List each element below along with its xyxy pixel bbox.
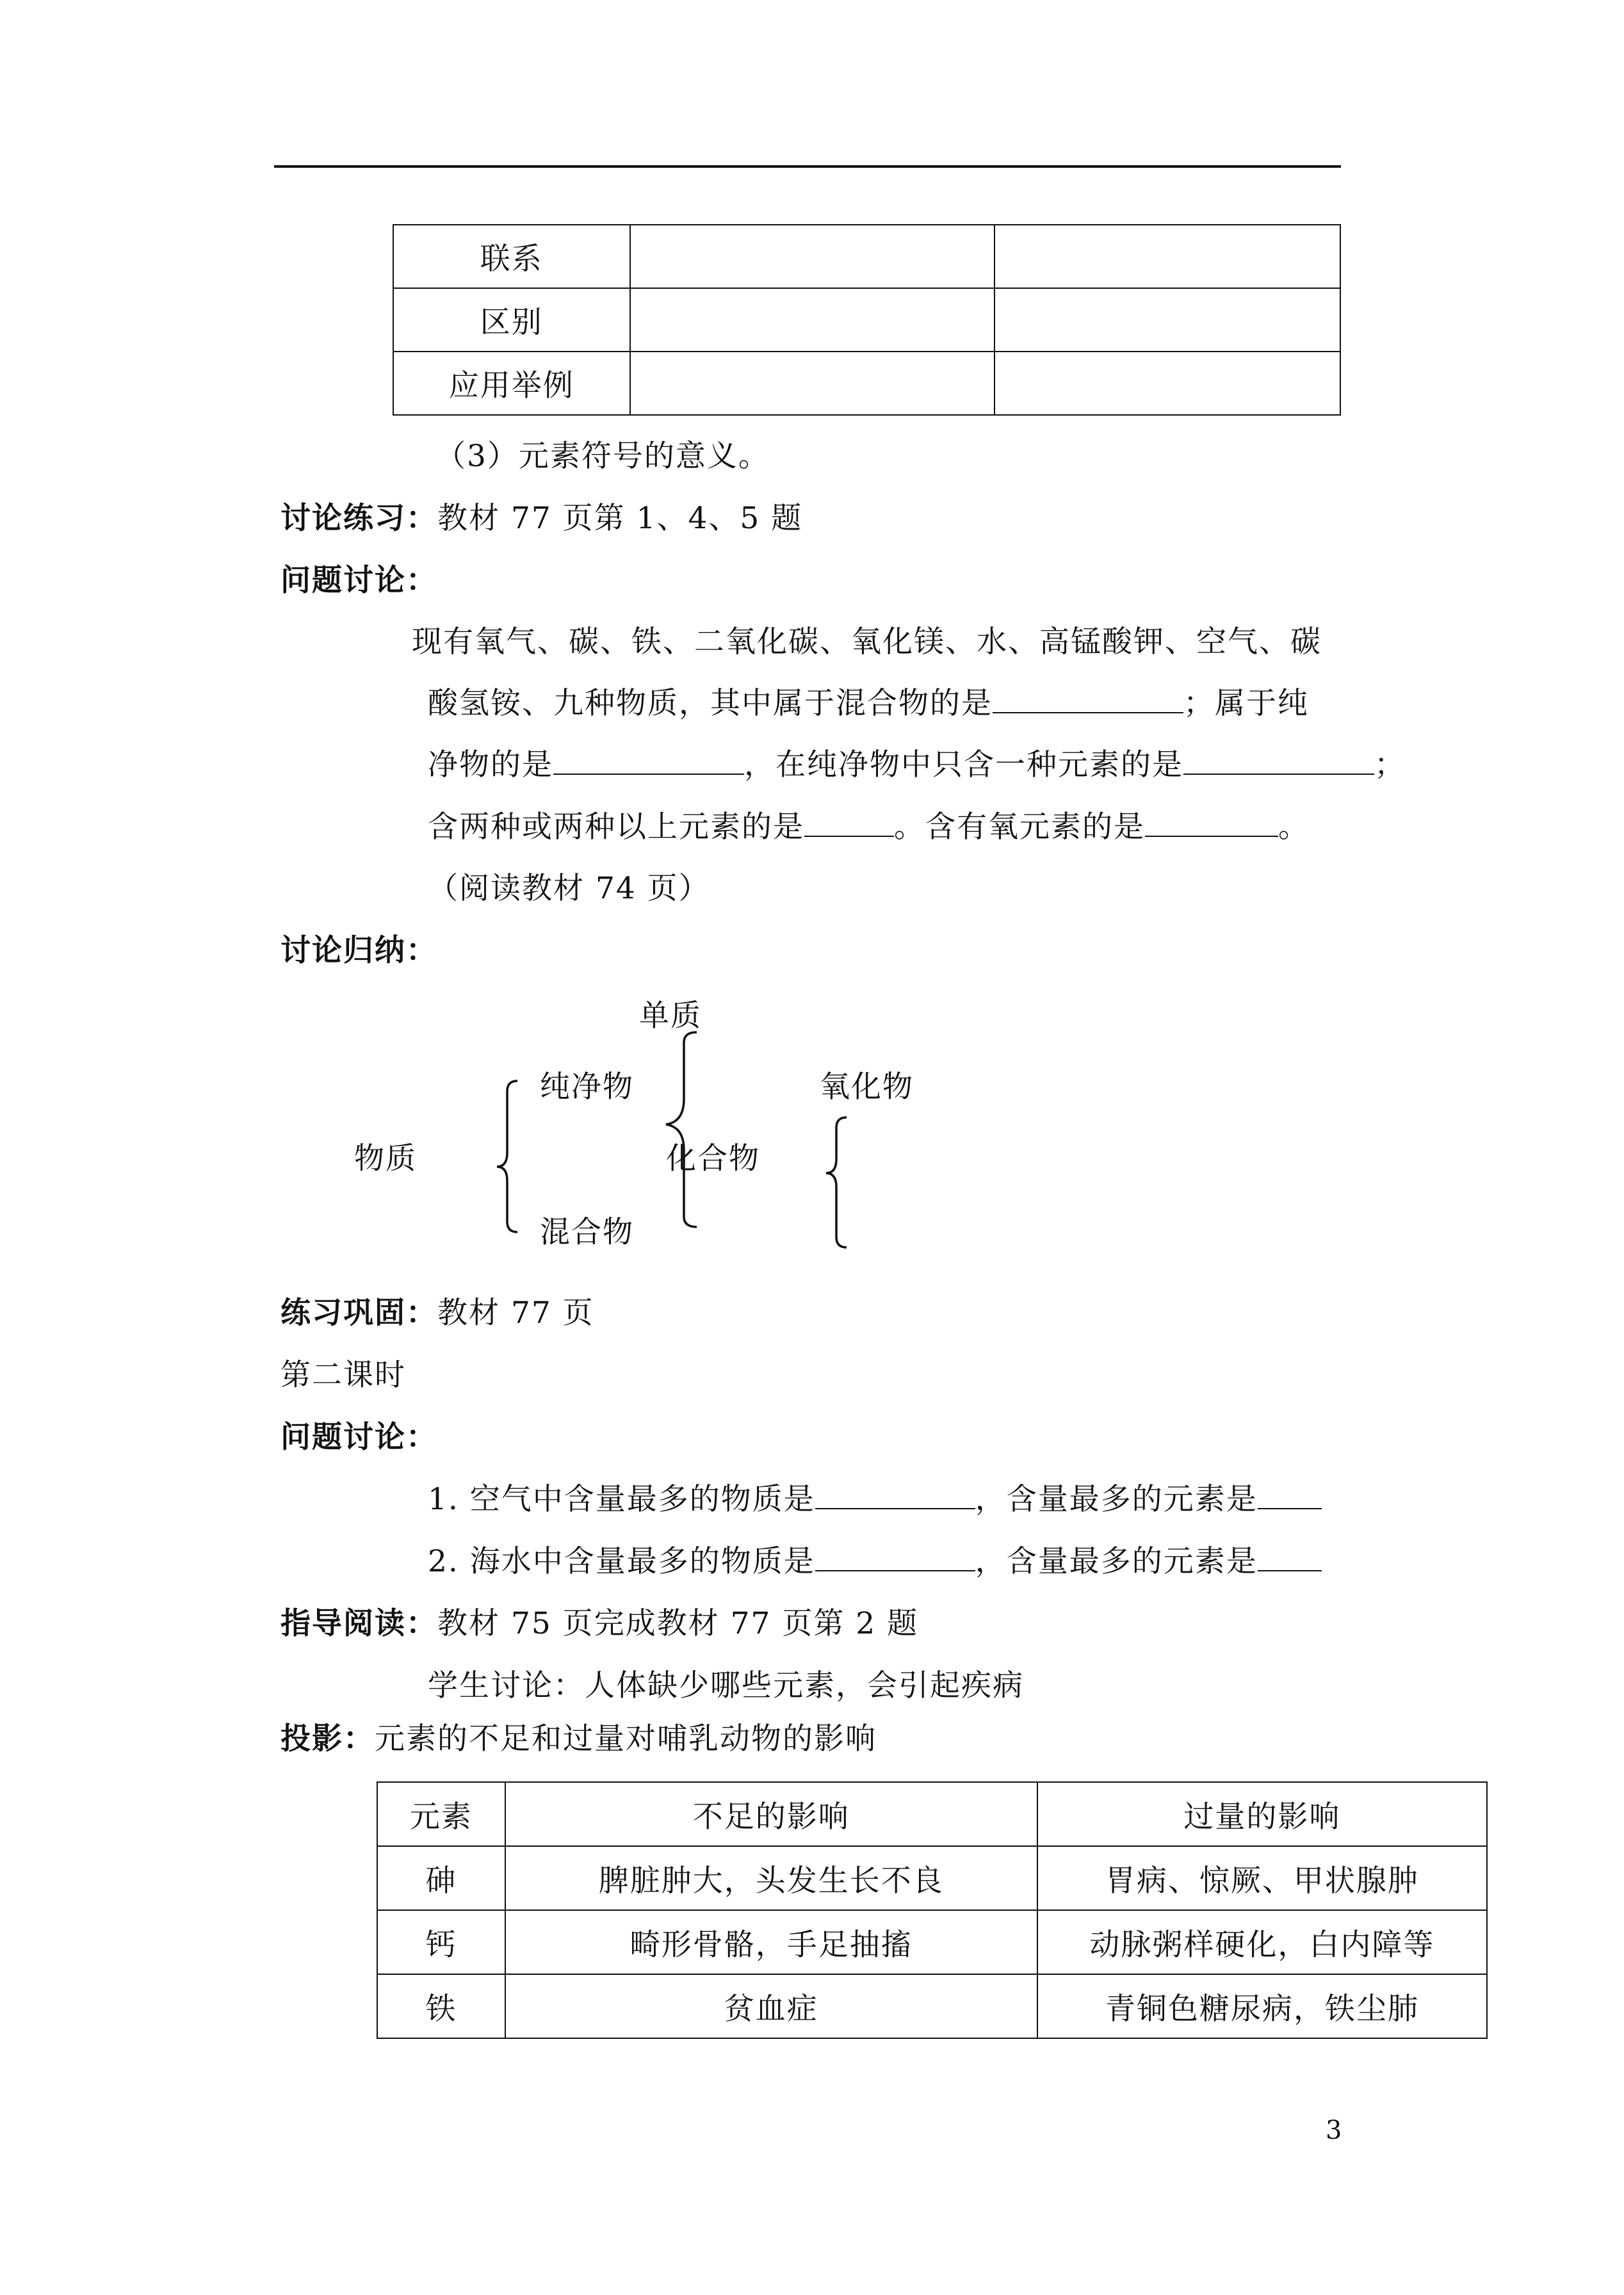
table-cell: 钙 — [377, 1910, 505, 1974]
diagram-label-compound: 化合物 — [666, 1141, 760, 1176]
section-heading: 讨论练习： — [280, 501, 437, 536]
text-fragment: 含两种或两种以上元素的是 — [428, 809, 804, 845]
section-text: 教材 77 页 — [437, 1295, 594, 1331]
text-fragment: ，在纯净物中只含一种元素的是 — [744, 747, 1183, 783]
text-fragment: ，含量最多的元素是 — [975, 1482, 1258, 1517]
question-line-1: 现有氧气、碳、铁、二氧化碳、氧化镁、水、高锰酸钾、空气、碳 — [412, 624, 1322, 660]
question-item-2 — [428, 1543, 1322, 1581]
column-header: 不足的影响 — [505, 1782, 1037, 1846]
brace-substance — [497, 1081, 517, 1232]
element-symbol-meaning-line: （3）元素符号的意义。 — [435, 439, 770, 474]
text-fragment: 1. 空气中含量最多的物质是 — [428, 1482, 815, 1517]
row-label: 区别 — [393, 288, 630, 352]
element-effects-table — [377, 1781, 1488, 2039]
question-item-1 — [428, 1480, 1322, 1519]
table-cell: 胃病、惊厥、甲状腺肿 — [1037, 1846, 1487, 1910]
section-heading: 问题讨论： — [280, 1420, 437, 1455]
text-fragment: 净物的是 — [428, 747, 553, 783]
practice-line — [280, 1294, 594, 1333]
table-cell: 铁 — [377, 1974, 505, 2038]
reading-note: （阅读教材 74 页） — [428, 871, 710, 906]
section-text: 元素的不足和过量对哺乳动物的影响 — [375, 1721, 877, 1756]
section-heading: 问题讨论： — [280, 563, 437, 598]
text-fragment: ，含量最多的元素是 — [975, 1544, 1258, 1579]
text-fragment: 酸氢铵、九种物质，其中属于混合物的是 — [428, 686, 993, 721]
answer-blank[interactable] — [1258, 1481, 1322, 1509]
table-row — [377, 1974, 1487, 2038]
diagram-label-element: 单质 — [639, 998, 702, 1034]
table-cell: 动脉粥样硬化，白内障等 — [1037, 1910, 1487, 1974]
text-fragment: 。含有氧元素的是 — [894, 809, 1145, 845]
table-row — [377, 1846, 1487, 1910]
table-header-row — [377, 1782, 1487, 1846]
student-discussion-line: 学生讨论：人体缺少哪些元素，会引起疾病 — [428, 1668, 1024, 1703]
table-cell: 畸形骨骼，手足抽搐 — [505, 1910, 1037, 1974]
diagram-label-pure: 纯净物 — [540, 1069, 634, 1105]
lesson-two-title: 第二课时 — [280, 1358, 406, 1393]
brace-compound — [826, 1117, 847, 1247]
text-fragment: 。 — [1278, 809, 1310, 845]
diagram-label-substance: 物质 — [354, 1141, 417, 1176]
text-fragment: ； — [1374, 747, 1406, 783]
section-text: 教材 77 页第 1、4、5 题 — [437, 501, 803, 536]
guided-reading-line — [280, 1605, 918, 1643]
text-fragment: ；属于纯 — [1183, 686, 1309, 721]
diagram-label-oxide: 氧化物 — [820, 1069, 914, 1105]
table-cell: 青铜色糖尿病，铁尘肺 — [1037, 1974, 1487, 2038]
section-heading: 讨论归纳： — [280, 933, 437, 968]
diagram-label-mixture: 混合物 — [540, 1215, 634, 1250]
answer-blank[interactable] — [815, 1543, 975, 1571]
table-cell: 脾脏肿大，头发生长不良 — [505, 1846, 1037, 1910]
page-number: 3 — [1326, 2116, 1342, 2145]
row-label: 应用举例 — [393, 352, 630, 415]
brace-pure — [666, 1032, 697, 1227]
table-cell: 贫血症 — [505, 1974, 1037, 2038]
text-fragment: 2. 海水中含量最多的物质是 — [428, 1544, 815, 1579]
answer-blank[interactable] — [1258, 1543, 1322, 1571]
table-cell: 砷 — [377, 1846, 505, 1910]
table-row — [377, 1910, 1487, 1974]
projection-line — [280, 1720, 877, 1758]
section-heading: 投影： — [280, 1721, 375, 1756]
section-heading: 指导阅读： — [280, 1606, 437, 1641]
row-label: 联系 — [393, 225, 630, 288]
column-header: 元素 — [377, 1782, 505, 1846]
section-heading: 练习巩固： — [280, 1295, 437, 1331]
answer-blank[interactable] — [815, 1481, 975, 1509]
column-header: 过量的影响 — [1037, 1782, 1487, 1846]
section-text: 教材 75 页完成教材 77 页第 2 题 — [437, 1606, 919, 1641]
